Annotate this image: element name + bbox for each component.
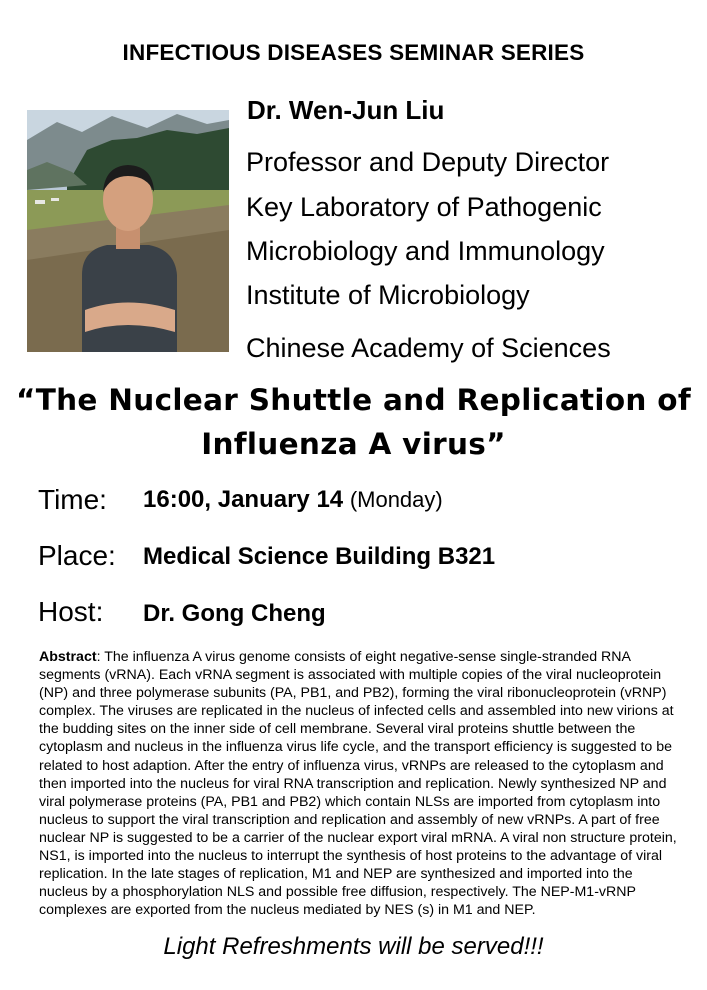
time-day: (Monday) [349, 487, 443, 512]
talk-title-line2: Influenza A virus” [201, 427, 506, 461]
abstract-text: : The influenza A virus genome consists of eight negative-sense single-stranded RNA segments (vRNA). Each vRNA segment is associated with multiple copies of the viral nucleoprotein (NP) and three polymerase subunits (PA, PB1, and PB2), forming the viral ribonucleoprotein (vRNP) complex. The viruses are replicated in the nucleus of infected cells and assembled into new virions at the budding sites on the inner side of cell membrane. Several viral proteins shuttle between the cytoplasm and nucleus in the influenza virus life cycle, and the transport efficiency is suggested to be related to host adaption. After the entry of influenza virus, vRNPs are released to the cytoplasm and then imported into the nucleus for viral RNA transcription and replication. Newly synthesized NP and viral polymerase proteins (PA, PB1 and PB2) which contain NLSs are imported from cytoplasm into nucleus to support the viral transcription and replication and assembly of new vRNPs. A part of free nuclear NP is suggested to be a carrier of the nuclear export viral mRNA. A viral non structure protein, NS1, is imported into the nucleus to interrupt the synthesis of host proteins to the advantage of viral replication. In the late stages of replication, M1 and NEP are synthesized and imported into the nucleus by a phosphorylation NLS and possible free diffusion, respectively. The NEP-M1-vRNP complexes are exported from the nucleus mediated by NES (s) in M1 and NEP. [39, 649, 677, 919]
speaker-lab: Key Laboratory of Pathogenic [246, 192, 602, 222]
abstract-label: Abstract [39, 649, 97, 665]
host-value: Dr. Gong Cheng [143, 600, 326, 627]
host-label: Host: [38, 596, 104, 627]
refreshments-note: Light Refreshments will be served!!! [163, 933, 544, 960]
time-label: Time: [38, 484, 107, 515]
abstract-paragraph [39, 648, 679, 919]
talk-title-line1: “The Nuclear Shuttle and Replication of [16, 383, 691, 417]
speaker-position: Professor and Deputy Director [246, 147, 610, 177]
speaker-institute: Institute of Microbiology [246, 280, 530, 310]
time-value [143, 486, 443, 514]
speaker-academy: Chinese Academy of Sciences [246, 333, 611, 363]
speaker-lab-cont: Microbiology and Immunology [246, 236, 605, 266]
place-value: Medical Science Building B321 [143, 543, 496, 570]
seminar-series-heading: INFECTIOUS DISEASES SEMINAR SERIES [122, 40, 585, 65]
speaker-photo [27, 110, 229, 352]
time-date: 16:00, January 14 [143, 486, 344, 513]
speaker-name: Dr. Wen-Jun Liu [247, 95, 445, 125]
place-label: Place: [38, 540, 116, 571]
